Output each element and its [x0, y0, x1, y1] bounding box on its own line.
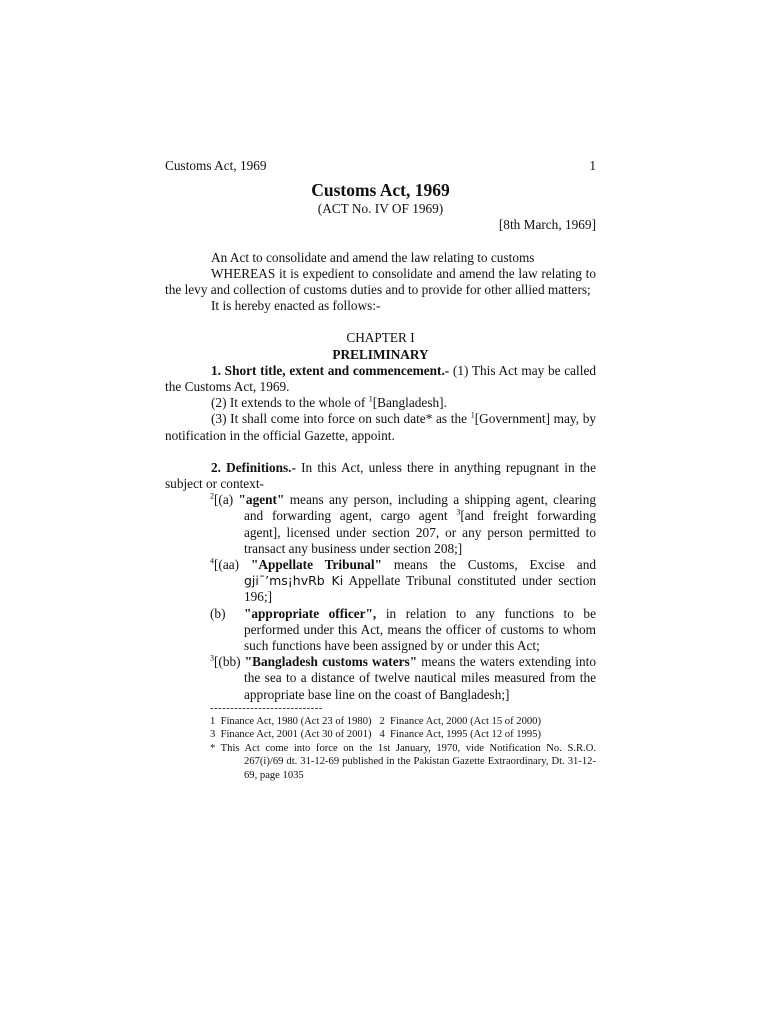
definition-appropriate-officer: (b) "appropriate officer", in relation to any functions to be performed under this Act, means the officer of customs to whom such functions have been assigned by or under this Act; — [210, 605, 596, 654]
chapter-number: CHAPTER I — [346, 330, 415, 346]
document-body — [165, 158, 596, 782]
running-header — [165, 158, 596, 174]
section-2-heading: 2. Definitions.- — [211, 459, 296, 475]
preamble-whereas: WHEREAS it is expedient to consolidate and amend the law relating to the levy and collection of customs duties and to provide for other allied matters; — [165, 265, 596, 298]
preamble-line-1: An Act to consolidate and amend the law relating to customs — [211, 249, 535, 265]
running-title: Customs Act, 1969 — [165, 158, 267, 173]
chapter-name: PRELIMINARY — [332, 346, 429, 362]
section-2-intro: 2. Definitions.- In this Act, unless there in anything repugnant in the subject or context- — [165, 459, 596, 492]
footnotes — [210, 715, 596, 782]
page-number: 1 — [589, 158, 596, 173]
enactment-date: [8th March, 1969] — [498, 217, 596, 233]
section-1-text: (1) This Act may be called the Customs Act, 1969. — [165, 362, 597, 395]
section-1-subsection-1 — [165, 363, 596, 395]
act-number: (ACT No. IV OF 1969) — [317, 201, 444, 217]
document-title: Customs Act, 1969 — [311, 180, 450, 201]
definition-bangladesh-customs-waters: $^3$[(bb) "Bangladesh customs waters" means the waters extending into the sea to a distance of twelve nautical miles measured from the appropriate base line on the coast of Bangladesh;] — [210, 653, 596, 702]
definition-appellate-tribunal: $^4$[(aa) "Appellate Tribunal" means the Customs, Excise and gji¯’ms¡hvRb Ki Appellate Tribunal constituted under section 196;] — [210, 556, 596, 605]
section-1-subsection-2: (2) It extends to the whole of $^1$[Bangladesh]. — [211, 394, 447, 411]
section-1-subsection-3: (3) It shall come into force on such date* as the $^1$[Government] may, by notification in the official Gazette, appoint. — [165, 411, 596, 443]
footnote-separator: ---------------------------- — [210, 702, 323, 714]
footnote-commencement: * This Act come into force on the 1st January, 1970, vide Notification No. S.R.O. 267(i)/69 dt. 31-12-69 published in the Pakistan Gazette Extraordinary, Dt. 31-12-69, page 1035 — [210, 742, 596, 781]
footnote-ref: 1 — [470, 411, 475, 421]
preamble-enacted: It is hereby enacted as follows:- — [211, 298, 381, 314]
footnote-line-2: 3 Finance Act, 2001 (Act 30 of 2001) 4 Finance Act, 1995 (Act 12 of 1995) — [210, 729, 541, 741]
footnote-line-1: 1 Finance Act, 1980 (Act 23 of 1980) 2 Finance Act, 2000 (Act 15 of 2000) — [210, 715, 541, 727]
definition-agent: $^2$[(a) "agent" means any person, including a shipping agent, clearing and forwarding agent, cargo agent $^3$[and freight forwarding agent], licensed under section 207, or any person permitted to transact any business under section 208;] — [210, 491, 596, 556]
footnote-ref: 1 — [368, 394, 373, 404]
section-1-heading: 1. Short title, extent and commencement.- — [211, 362, 450, 378]
garbled-text: gji¯’ms¡hvRb Ki — [244, 573, 344, 589]
